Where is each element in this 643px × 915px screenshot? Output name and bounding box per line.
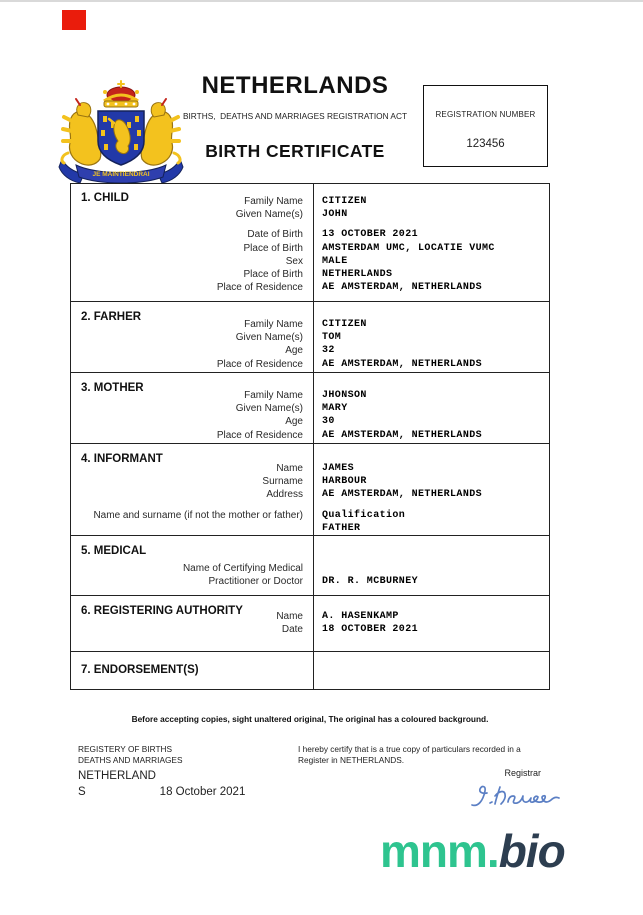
field-value: AE AMSTERDAM, NETHERLANDS [322, 358, 483, 370]
field-row [71, 358, 549, 371]
country-title: NETHERLANDS [201, 72, 389, 99]
field-row [71, 475, 549, 488]
emblem-motto: JE MAINTIENDRAI [92, 171, 150, 178]
field-row [71, 389, 549, 402]
field-row [71, 488, 549, 501]
field-value: A. HASENKAMP [322, 611, 399, 622]
section-endorsements [71, 651, 549, 691]
field-label: Place of Residence [216, 282, 303, 294]
certificate-table [70, 183, 550, 690]
field-label: Age [285, 345, 303, 357]
section-informant [71, 443, 549, 535]
field-label: Name [276, 463, 303, 474]
field-value: AE AMSTERDAM, NETHERLANDS [322, 282, 483, 294]
crown-icon [103, 81, 139, 107]
field-value: HARBOUR [322, 476, 367, 488]
field-row [71, 242, 549, 255]
section-heading: 4. INFORMANT [81, 453, 163, 465]
field-label: Given Name(s) [235, 403, 303, 415]
brand-logo [380, 824, 565, 878]
verification-notice: Before accepting copies, sight unaltered original, The original has a coloured background. [131, 714, 489, 724]
field-value: 13 OCTOBER 2021 [322, 229, 419, 241]
registry-line-1: REGISTERY OF BIRTHS [78, 744, 173, 754]
field-label: Name and surname (if not the mother or father) [93, 509, 303, 521]
field-row [71, 415, 549, 428]
field-value: MARY [322, 403, 348, 415]
field-label: Given Name(s) [235, 332, 303, 344]
registry-line-2: DEATHS AND MARRIAGES [78, 755, 183, 765]
field-row [71, 255, 549, 268]
section-registering-authority [71, 595, 549, 651]
section-heading: 2. FARHER [81, 311, 142, 323]
registration-number-label: REGISTRATION NUMBER [435, 110, 536, 119]
section-father [71, 301, 549, 372]
field-value: DR. R. MCBURNEY [322, 576, 419, 588]
field-label: Place of Residence [216, 358, 303, 370]
field-value: AE AMSTERDAM, NETHERLANDS [322, 429, 483, 441]
field-label: Date [281, 624, 303, 636]
field-label: Family Name [244, 196, 303, 207]
field-label: Place of Birth [243, 242, 303, 254]
field-label: Sex [285, 255, 303, 267]
field-value: Qualification [322, 509, 406, 521]
field-value: 18 OCTOBER 2021 [322, 624, 419, 636]
section-heading: 3. MOTHER [81, 382, 144, 394]
issue-date: 18 October 2021 [159, 786, 246, 798]
section-heading: 7. ENDORSEMENT(S) [81, 664, 199, 676]
field-value: JOHN [322, 209, 348, 221]
field-row [71, 195, 549, 208]
field-row [71, 575, 549, 588]
field-row [71, 208, 549, 221]
field-row [71, 281, 549, 294]
field-label: Place of Residence [216, 429, 303, 441]
field-value: 32 [322, 345, 335, 357]
field-label: Name of Certifying Medical [182, 563, 303, 574]
field-row [71, 228, 549, 241]
field-value: JHONSON [322, 390, 367, 401]
lion-left-icon [62, 99, 101, 165]
field-row [71, 331, 549, 344]
document-type-title: BIRTH CERTIFICATE [205, 141, 385, 161]
field-label: Family Name [244, 319, 303, 330]
issuing-country-wrap: S [78, 786, 86, 798]
registrar-label: Registrar [504, 768, 541, 778]
registry-office-block [78, 744, 183, 766]
certification-statement: I hereby certify that is a true copy of particulars recorded in a Register in NETHERLANDS. [298, 744, 521, 765]
field-value: AE AMSTERDAM, NETHERLANDS [322, 489, 483, 501]
field-label: Name [276, 611, 303, 622]
field-label: Given Name(s) [235, 209, 303, 221]
field-value: NETHERLANDS [322, 269, 393, 281]
registrar-signature [470, 781, 562, 811]
field-label: Date of Birth [247, 229, 303, 241]
field-label: Age [285, 416, 303, 428]
section-child [71, 184, 549, 301]
field-value: TOM [322, 332, 342, 344]
brand-logo-primary: mnm. [380, 825, 499, 877]
field-value: AMSTERDAM UMC, LOCATIE VUMC [322, 242, 495, 254]
field-label: Practitioner or Doctor [208, 576, 303, 588]
section-heading: 1. CHILD [81, 192, 129, 204]
field-row [71, 623, 549, 636]
section-heading: 6. REGISTERING AUTHORITY [81, 605, 243, 617]
section-medical [71, 535, 549, 595]
issuing-country-line-1: NETHERLAND [78, 770, 156, 782]
field-value: JAMES [322, 463, 355, 474]
field-row [71, 402, 549, 415]
field-row [71, 268, 549, 281]
field-value: CITIZEN [322, 196, 367, 207]
field-row [71, 562, 549, 575]
registration-number-value: 123456 [466, 138, 505, 150]
field-label: Family Name [244, 390, 303, 401]
red-corner-mark [62, 10, 86, 30]
field-label: Address [266, 489, 303, 501]
section-heading: 5. MEDICAL [81, 545, 147, 557]
registration-number-box [423, 85, 548, 167]
field-value: FATHER [322, 522, 361, 534]
issuing-country-line-2 [78, 786, 245, 798]
field-value: 30 [322, 416, 335, 428]
field-row [71, 610, 549, 623]
field-label: Surname [262, 476, 303, 488]
field-row [71, 344, 549, 357]
field-row [71, 429, 549, 442]
field-row [71, 462, 549, 475]
section-mother [71, 372, 549, 443]
field-value: MALE [322, 255, 348, 267]
field-row [71, 509, 549, 522]
brand-logo-secondary: bio [498, 825, 565, 877]
registration-act-line: BIRTHS, DEATHS AND MARRIAGES REGISTRATION ACT [182, 111, 408, 121]
field-value: CITIZEN [322, 319, 367, 330]
field-row [71, 318, 549, 331]
field-label: Place of Birth [243, 269, 303, 281]
shield-icon [98, 111, 144, 165]
field-row [71, 522, 549, 535]
